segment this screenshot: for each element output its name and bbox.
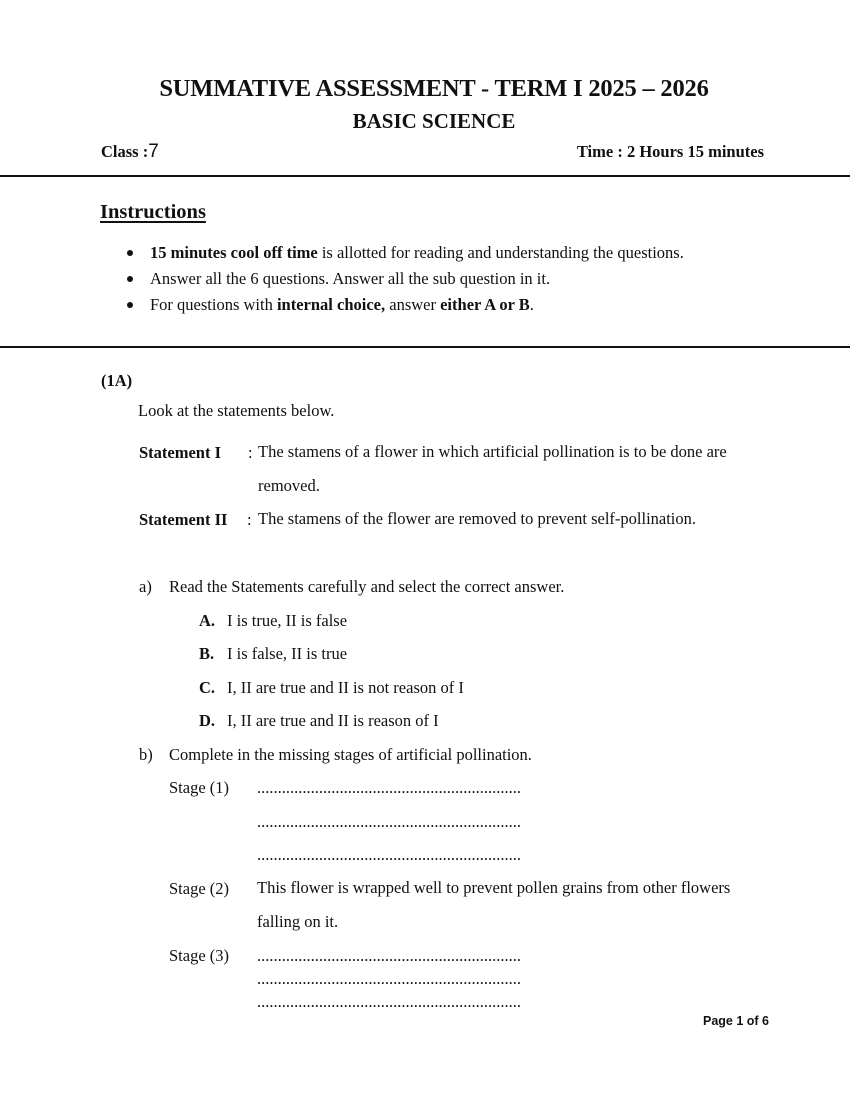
instruction-text: For questions with (150, 295, 277, 314)
instructions-list (127, 241, 769, 319)
option-text: I, II are true and II is reason of I (227, 711, 439, 730)
instruction-bold: internal choice, (276, 295, 386, 314)
instruction-item (127, 293, 769, 317)
class-label: Class : (101, 142, 149, 161)
time-info: Time : 2 Hours 15 minutes (576, 142, 764, 161)
instructions-heading: Instructions (100, 201, 206, 223)
exam-title: SUMMATIVE ASSESSMENT - TERM I 2025 – 2026 (159, 75, 709, 102)
part-b-marker: b) (139, 745, 153, 764)
instruction-text: is allotted for reading and understanding the questions. (317, 243, 684, 262)
stage-label: Stage (3) (169, 946, 230, 965)
instruction-item (127, 241, 769, 265)
option-letter: A. (199, 611, 216, 630)
part-a-text: Read the Statements carefully and select the correct answer. (169, 577, 565, 596)
stage-description: This flower is wrapped well to prevent pollen grains from other flowers falling on it. (257, 878, 731, 931)
part-a-marker: a) (139, 577, 152, 596)
instruction-bold: either A or B (440, 295, 530, 314)
option-text: I is false, II is true (227, 644, 348, 663)
subject-title: BASIC SCIENCE (352, 109, 516, 133)
instruction-text: answer (385, 295, 441, 314)
stage-label: Stage (2) (169, 879, 230, 898)
instruction-text: . (529, 295, 534, 314)
class-info (101, 141, 159, 163)
option-letter: B. (199, 644, 215, 663)
option-b (199, 644, 347, 664)
answer-line: ................................................................ (257, 812, 521, 831)
page-mid: of (743, 1014, 763, 1028)
instruction-item (127, 267, 769, 291)
statement-text: The stamens of a flower in which artificial pollination is to be done are removed. (258, 442, 727, 495)
option-text: I is true, II is false (227, 611, 348, 630)
instruction-bold: 15 minutes cool off time (150, 243, 318, 262)
answer-line: ................................................................ (257, 946, 521, 965)
instruction-text: Answer all the 6 questions. Answer all the sub question in it. (150, 269, 551, 288)
answer-line: ................................................................ (257, 992, 521, 1011)
option-d (199, 711, 439, 731)
header-divider (0, 175, 850, 177)
answer-line: ................................................................ (257, 845, 521, 864)
option-letter: C. (199, 678, 216, 697)
page-number (703, 1014, 769, 1028)
question-intro: Look at the statements below. (138, 401, 335, 420)
option-letter: D. (199, 711, 216, 730)
bullet-icon (127, 250, 133, 256)
answer-line: ................................................................ (257, 778, 521, 797)
page-current: 1 (736, 1014, 744, 1028)
part-b-text: Complete in the missing stages of artificial pollination. (169, 745, 532, 764)
option-text: I, II are true and II is not reason of I (227, 678, 464, 697)
class-value: 7 (148, 141, 159, 162)
statement-label: Statement II (139, 510, 228, 529)
statement-label: Statement I (139, 443, 222, 462)
option-c (199, 678, 464, 698)
stage-label: Stage (1) (169, 778, 230, 797)
answer-line: ................................................................ (257, 969, 521, 988)
option-a (199, 611, 347, 631)
question-number: (1A) (101, 371, 133, 390)
statement-colon: : (248, 443, 253, 462)
bullet-icon (127, 302, 133, 308)
statement-colon: : (247, 510, 252, 529)
page-total: 6 (762, 1014, 769, 1028)
instructions-divider (0, 346, 850, 348)
statement-text: The stamens of the flower are removed to prevent self-pollination. (258, 509, 697, 528)
bullet-icon (127, 276, 133, 282)
page-prefix: Page (702, 1014, 737, 1028)
